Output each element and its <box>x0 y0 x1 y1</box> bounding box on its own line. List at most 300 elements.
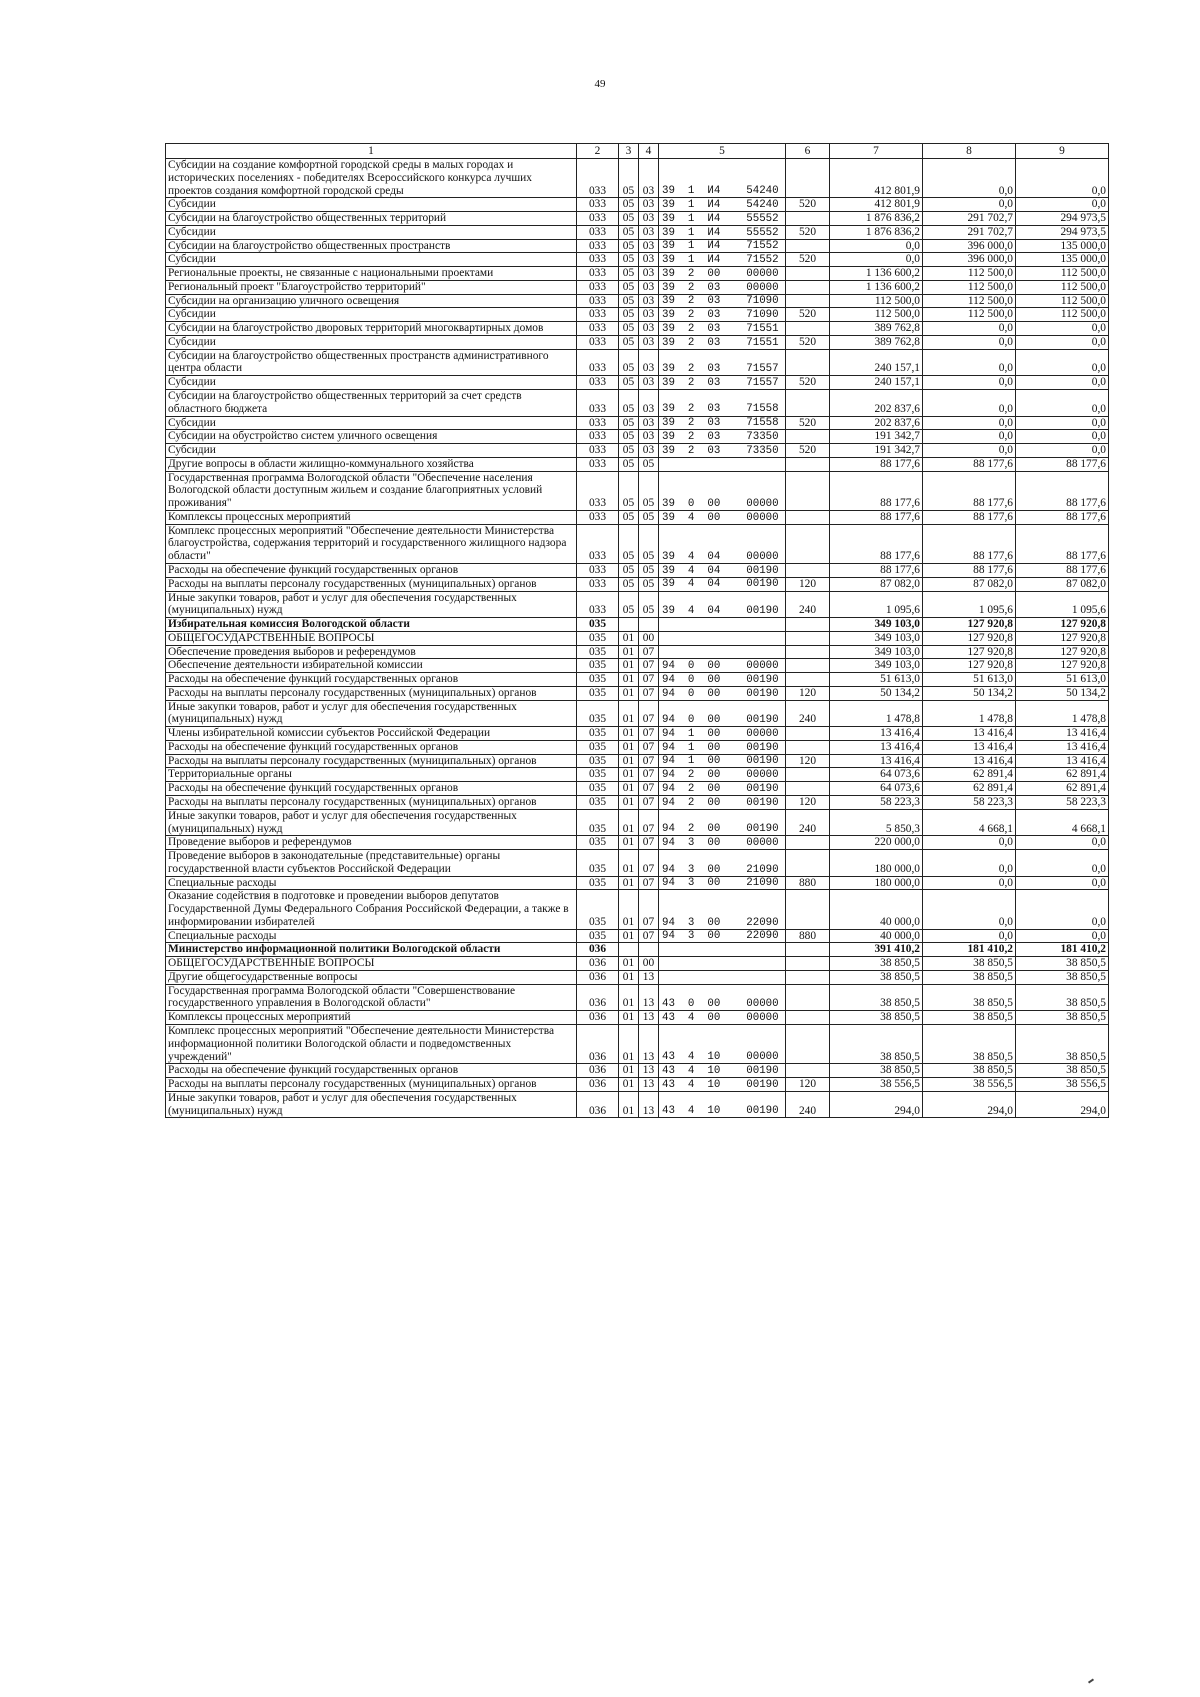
row-chapter-cell: 033 <box>577 159 619 198</box>
row-target-article-cell: 94 0 00 00190 <box>659 686 786 700</box>
row-subsection-cell: 07 <box>639 740 659 754</box>
row-subsection-cell: 03 <box>639 159 659 198</box>
row-expense-type-cell <box>786 390 830 417</box>
row-target-article-cell: 39 1 И4 71552 <box>659 239 786 253</box>
row-expense-type-cell <box>786 280 830 294</box>
table-row <box>166 850 1109 877</box>
row-expense-type-cell: 880 <box>786 929 830 943</box>
table-row <box>166 335 1109 349</box>
row-chapter-cell: 035 <box>577 782 619 796</box>
row-chapter-cell: 033 <box>577 198 619 212</box>
row-section-cell: 05 <box>619 430 639 444</box>
row-target-article-cell <box>659 631 786 645</box>
row-section-cell: 01 <box>619 740 639 754</box>
row-section-cell: 01 <box>619 1011 639 1025</box>
row-section-cell: 05 <box>619 510 639 524</box>
row-subsection-cell: 05 <box>639 457 659 471</box>
row-section-cell: 01 <box>619 809 639 836</box>
row-value-col9-cell: 0,0 <box>1016 335 1109 349</box>
row-value-col9-cell: 135 000,0 <box>1016 239 1109 253</box>
row-name-cell: Региональный проект "Благоустройство территорий" <box>166 280 577 294</box>
row-value-col8-cell: 38 850,5 <box>923 1025 1016 1064</box>
row-value-col7-cell: 38 850,5 <box>830 1064 923 1078</box>
row-value-col9-cell: 87 082,0 <box>1016 577 1109 591</box>
row-value-col8-cell: 38 850,5 <box>923 1011 1016 1025</box>
row-name-cell: Другие вопросы в области жилищно-коммунального хозяйства <box>166 457 577 471</box>
row-expense-type-cell: 520 <box>786 253 830 267</box>
row-target-article-cell: 39 2 03 71090 <box>659 308 786 322</box>
row-name-cell: Оказание содействия в подготовке и проведении выборов депутатов Государственной Думы Федерального Собрания Российской Федерации, а также в информировании избирателей <box>166 890 577 929</box>
row-subsection-cell: 07 <box>639 782 659 796</box>
header-row <box>166 144 1109 159</box>
row-chapter-cell: 035 <box>577 686 619 700</box>
row-subsection-cell: 07 <box>639 836 659 850</box>
row-name-cell: Расходы на обеспечение функций государственных органов <box>166 740 577 754</box>
row-target-article-cell: 39 4 00 00000 <box>659 510 786 524</box>
row-expense-type-cell <box>786 159 830 198</box>
row-value-col8-cell: 0,0 <box>923 416 1016 430</box>
row-value-col8-cell: 0,0 <box>923 836 1016 850</box>
row-section-cell: 01 <box>619 659 639 673</box>
row-expense-type-cell <box>786 957 830 971</box>
row-name-cell: Расходы на выплаты персоналу государственных (муниципальных) органов <box>166 686 577 700</box>
row-value-col8-cell: 13 416,4 <box>923 740 1016 754</box>
row-target-article-cell: 94 1 00 00190 <box>659 740 786 754</box>
row-value-col8-cell: 4 668,1 <box>923 809 1016 836</box>
row-chapter-cell: 035 <box>577 929 619 943</box>
row-expense-type-cell: 520 <box>786 335 830 349</box>
row-expense-type-cell <box>786 631 830 645</box>
row-value-col8-cell: 87 082,0 <box>923 577 1016 591</box>
row-target-article-cell: 94 3 00 22090 <box>659 929 786 943</box>
row-value-col7-cell: 40 000,0 <box>830 890 923 929</box>
row-value-col7-cell: 1 478,8 <box>830 700 923 727</box>
row-chapter-cell: 033 <box>577 225 619 239</box>
table-row <box>166 577 1109 591</box>
row-value-col9-cell: 112 500,0 <box>1016 294 1109 308</box>
row-expense-type-cell <box>786 727 830 741</box>
row-name-cell: Субсидии <box>166 444 577 458</box>
row-value-col7-cell: 88 177,6 <box>830 563 923 577</box>
row-value-col8-cell: 112 500,0 <box>923 294 1016 308</box>
row-value-col9-cell: 0,0 <box>1016 836 1109 850</box>
row-section-cell: 05 <box>619 577 639 591</box>
row-chapter-cell: 033 <box>577 239 619 253</box>
row-value-col7-cell: 58 223,3 <box>830 795 923 809</box>
row-chapter-cell: 035 <box>577 809 619 836</box>
row-name-cell: Расходы на выплаты персоналу государственных (муниципальных) органов <box>166 577 577 591</box>
row-subsection-cell: 07 <box>639 768 659 782</box>
row-expense-type-cell: 240 <box>786 700 830 727</box>
row-chapter-cell: 035 <box>577 659 619 673</box>
table-row <box>166 1091 1109 1118</box>
table-row <box>166 984 1109 1011</box>
row-target-article-cell: 94 0 00 00190 <box>659 673 786 687</box>
row-target-article-cell: 39 2 03 71551 <box>659 335 786 349</box>
row-value-col7-cell: 294,0 <box>830 1091 923 1118</box>
row-name-cell: Субсидии на благоустройство общественных пространств административного центра области <box>166 349 577 376</box>
row-subsection-cell: 07 <box>639 929 659 943</box>
row-name-cell: ОБЩЕГОСУДАРСТВЕННЫЕ ВОПРОСЫ <box>166 957 577 971</box>
row-value-col8-cell: 0,0 <box>923 890 1016 929</box>
row-target-article-cell <box>659 618 786 632</box>
row-value-col7-cell: 240 157,1 <box>830 376 923 390</box>
row-chapter-cell: 033 <box>577 471 619 510</box>
row-chapter-cell: 035 <box>577 740 619 754</box>
table-row <box>166 740 1109 754</box>
row-value-col7-cell: 13 416,4 <box>830 754 923 768</box>
row-target-article-cell: 39 2 03 71558 <box>659 390 786 417</box>
row-subsection-cell: 03 <box>639 212 659 226</box>
header-cell-6: 6 <box>786 144 830 159</box>
row-name-cell: Субсидии на создание комфортной городской среды в малых городах и исторических поселениях - победителях Всероссийского конкурса лучших проектов создания комфортной городской среды <box>166 159 577 198</box>
row-subsection-cell: 05 <box>639 563 659 577</box>
row-value-col9-cell: 127 920,8 <box>1016 631 1109 645</box>
row-expense-type-cell <box>786 563 830 577</box>
row-subsection-cell: 07 <box>639 795 659 809</box>
row-value-col8-cell: 291 702,7 <box>923 225 1016 239</box>
row-target-article-cell: 39 4 04 00190 <box>659 563 786 577</box>
row-name-cell: Расходы на выплаты персоналу государственных (муниципальных) органов <box>166 1078 577 1092</box>
row-name-cell: Субсидии <box>166 376 577 390</box>
row-value-col7-cell: 112 500,0 <box>830 294 923 308</box>
row-subsection-cell: 13 <box>639 1025 659 1064</box>
row-expense-type-cell <box>786 782 830 796</box>
row-value-col8-cell: 0,0 <box>923 376 1016 390</box>
row-expense-type-cell <box>786 618 830 632</box>
row-value-col8-cell: 0,0 <box>923 876 1016 890</box>
row-section-cell <box>619 943 639 957</box>
row-value-col9-cell: 294,0 <box>1016 1091 1109 1118</box>
row-target-article-cell: 39 2 03 71090 <box>659 294 786 308</box>
row-target-article-cell: 39 1 И4 55552 <box>659 212 786 226</box>
row-value-col9-cell: 88 177,6 <box>1016 457 1109 471</box>
row-chapter-cell: 035 <box>577 727 619 741</box>
row-name-cell: Расходы на обеспечение функций государственных органов <box>166 1064 577 1078</box>
row-section-cell: 01 <box>619 984 639 1011</box>
row-name-cell: Комплекс процессных мероприятий "Обеспечение деятельности Министерства благоустройства, содержания территорий и государственного жилищного надзора области" <box>166 524 577 563</box>
row-value-col9-cell: 88 177,6 <box>1016 510 1109 524</box>
row-value-col9-cell: 294 973,5 <box>1016 212 1109 226</box>
row-value-col7-cell: 87 082,0 <box>830 577 923 591</box>
row-value-col8-cell: 396 000,0 <box>923 239 1016 253</box>
row-subsection-cell: 03 <box>639 335 659 349</box>
row-name-cell: Субсидии <box>166 253 577 267</box>
row-chapter-cell: 033 <box>577 591 619 618</box>
table-row <box>166 727 1109 741</box>
table-row <box>166 929 1109 943</box>
table-row <box>166 659 1109 673</box>
row-expense-type-cell <box>786 659 830 673</box>
row-section-cell: 01 <box>619 686 639 700</box>
row-expense-type-cell: 240 <box>786 1091 830 1118</box>
row-subsection-cell <box>639 618 659 632</box>
row-subsection-cell: 13 <box>639 970 659 984</box>
row-section-cell: 01 <box>619 768 639 782</box>
row-target-article-cell: 94 2 00 00190 <box>659 795 786 809</box>
row-expense-type-cell <box>786 457 830 471</box>
row-target-article-cell: 94 3 00 21090 <box>659 876 786 890</box>
row-value-col8-cell: 0,0 <box>923 198 1016 212</box>
row-value-col8-cell: 50 134,2 <box>923 686 1016 700</box>
row-expense-type-cell <box>786 943 830 957</box>
table-row <box>166 280 1109 294</box>
table-row <box>166 444 1109 458</box>
row-section-cell: 05 <box>619 376 639 390</box>
row-name-cell: Специальные расходы <box>166 876 577 890</box>
row-expense-type-cell <box>786 740 830 754</box>
row-expense-type-cell <box>786 768 830 782</box>
row-value-col7-cell: 88 177,6 <box>830 471 923 510</box>
row-name-cell: Специальные расходы <box>166 929 577 943</box>
row-section-cell: 01 <box>619 1064 639 1078</box>
row-value-col8-cell: 88 177,6 <box>923 510 1016 524</box>
row-value-col9-cell: 0,0 <box>1016 890 1109 929</box>
header-cell-9: 9 <box>1016 144 1109 159</box>
row-value-col8-cell: 0,0 <box>923 390 1016 417</box>
table-row <box>166 809 1109 836</box>
row-chapter-cell: 036 <box>577 943 619 957</box>
row-value-col8-cell: 0,0 <box>923 159 1016 198</box>
row-value-col7-cell: 389 762,8 <box>830 322 923 336</box>
row-value-col9-cell: 58 223,3 <box>1016 795 1109 809</box>
row-value-col9-cell: 38 850,5 <box>1016 1011 1109 1025</box>
row-value-col9-cell: 294 973,5 <box>1016 225 1109 239</box>
header-cell-4: 4 <box>639 144 659 159</box>
table-row <box>166 510 1109 524</box>
row-name-cell: Иные закупки товаров, работ и услуг для обеспечения государственных (муниципальных) нужд <box>166 700 577 727</box>
row-chapter-cell: 035 <box>577 631 619 645</box>
row-value-col9-cell: 127 920,8 <box>1016 645 1109 659</box>
row-name-cell: Государственная программа Вологодской области "Обеспечение населения Вологодской области доступным жильем и создание благоприятных условий проживания" <box>166 471 577 510</box>
row-subsection-cell <box>639 943 659 957</box>
table-row <box>166 645 1109 659</box>
row-expense-type-cell <box>786 267 830 281</box>
row-target-article-cell: 94 1 00 00190 <box>659 754 786 768</box>
row-subsection-cell: 07 <box>639 686 659 700</box>
row-value-col7-cell: 180 000,0 <box>830 876 923 890</box>
row-value-col9-cell: 88 177,6 <box>1016 471 1109 510</box>
row-value-col9-cell: 38 850,5 <box>1016 957 1109 971</box>
row-section-cell: 05 <box>619 159 639 198</box>
row-value-col7-cell: 112 500,0 <box>830 308 923 322</box>
row-target-article-cell: 39 2 03 00000 <box>659 280 786 294</box>
table-row <box>166 198 1109 212</box>
row-value-col8-cell: 112 500,0 <box>923 308 1016 322</box>
row-section-cell: 01 <box>619 645 639 659</box>
table-row <box>166 970 1109 984</box>
row-subsection-cell: 07 <box>639 890 659 929</box>
row-value-col7-cell: 51 613,0 <box>830 673 923 687</box>
row-value-col7-cell: 202 837,6 <box>830 390 923 417</box>
row-value-col8-cell: 62 891,4 <box>923 768 1016 782</box>
row-target-article-cell <box>659 457 786 471</box>
row-expense-type-cell <box>786 1025 830 1064</box>
row-subsection-cell: 13 <box>639 1091 659 1118</box>
row-expense-type-cell <box>786 890 830 929</box>
row-section-cell: 01 <box>619 850 639 877</box>
row-target-article-cell: 39 0 00 00000 <box>659 471 786 510</box>
row-section-cell: 01 <box>619 727 639 741</box>
row-value-col9-cell: 38 850,5 <box>1016 984 1109 1011</box>
row-section-cell: 01 <box>619 631 639 645</box>
row-chapter-cell: 035 <box>577 673 619 687</box>
row-value-col9-cell: 0,0 <box>1016 322 1109 336</box>
row-value-col7-cell: 191 342,7 <box>830 430 923 444</box>
row-name-cell: Субсидии на благоустройство общественных территорий <box>166 212 577 226</box>
row-section-cell: 01 <box>619 957 639 971</box>
row-chapter-cell: 033 <box>577 577 619 591</box>
row-value-col7-cell: 13 416,4 <box>830 740 923 754</box>
row-target-article-cell: 39 4 04 00190 <box>659 577 786 591</box>
row-name-cell: Субсидии <box>166 335 577 349</box>
row-target-article-cell: 43 4 10 00000 <box>659 1025 786 1064</box>
row-value-col9-cell: 0,0 <box>1016 876 1109 890</box>
row-section-cell: 05 <box>619 349 639 376</box>
table-row <box>166 700 1109 727</box>
row-subsection-cell: 07 <box>639 727 659 741</box>
row-subsection-cell: 03 <box>639 416 659 430</box>
row-subsection-cell: 03 <box>639 280 659 294</box>
row-value-col8-cell: 13 416,4 <box>923 754 1016 768</box>
row-expense-type-cell: 240 <box>786 809 830 836</box>
table-row <box>166 267 1109 281</box>
row-value-col7-cell: 1 876 836,2 <box>830 225 923 239</box>
table-row <box>166 212 1109 226</box>
row-name-cell: ОБЩЕГОСУДАРСТВЕННЫЕ ВОПРОСЫ <box>166 631 577 645</box>
row-chapter-cell: 036 <box>577 957 619 971</box>
row-chapter-cell: 036 <box>577 970 619 984</box>
row-section-cell: 01 <box>619 1091 639 1118</box>
row-subsection-cell: 03 <box>639 444 659 458</box>
row-value-col9-cell: 1 095,6 <box>1016 591 1109 618</box>
row-value-col9-cell: 62 891,4 <box>1016 768 1109 782</box>
row-name-cell: Субсидии на благоустройство общественных пространств <box>166 239 577 253</box>
row-section-cell: 05 <box>619 524 639 563</box>
row-section-cell: 05 <box>619 212 639 226</box>
row-chapter-cell: 035 <box>577 618 619 632</box>
row-value-col8-cell: 0,0 <box>923 349 1016 376</box>
row-expense-type-cell <box>786 524 830 563</box>
table-row <box>166 591 1109 618</box>
row-subsection-cell: 05 <box>639 471 659 510</box>
row-chapter-cell: 033 <box>577 376 619 390</box>
row-chapter-cell: 033 <box>577 563 619 577</box>
row-chapter-cell: 035 <box>577 645 619 659</box>
row-expense-type-cell: 120 <box>786 1078 830 1092</box>
table-row <box>166 159 1109 198</box>
row-section-cell: 05 <box>619 225 639 239</box>
row-value-col8-cell: 0,0 <box>923 850 1016 877</box>
row-target-article-cell: 39 1 И4 54240 <box>659 198 786 212</box>
row-section-cell: 05 <box>619 267 639 281</box>
row-value-col7-cell: 191 342,7 <box>830 444 923 458</box>
row-section-cell <box>619 618 639 632</box>
row-value-col8-cell: 62 891,4 <box>923 782 1016 796</box>
row-target-article-cell: 43 4 10 00190 <box>659 1091 786 1118</box>
row-value-col7-cell: 180 000,0 <box>830 850 923 877</box>
table-row <box>166 322 1109 336</box>
row-subsection-cell: 13 <box>639 1064 659 1078</box>
row-chapter-cell: 036 <box>577 1011 619 1025</box>
row-value-col9-cell: 127 920,8 <box>1016 659 1109 673</box>
row-name-cell: Расходы на выплаты персоналу государственных (муниципальных) органов <box>166 754 577 768</box>
row-value-col7-cell: 202 837,6 <box>830 416 923 430</box>
row-name-cell: Субсидии <box>166 308 577 322</box>
row-subsection-cell: 07 <box>639 850 659 877</box>
row-value-col9-cell: 38 850,5 <box>1016 1064 1109 1078</box>
row-value-col7-cell: 1 136 600,2 <box>830 267 923 281</box>
row-target-article-cell: 94 3 00 22090 <box>659 890 786 929</box>
row-expense-type-cell <box>786 471 830 510</box>
row-name-cell: Избирательная комиссия Вологодской области <box>166 618 577 632</box>
row-name-cell: Иные закупки товаров, работ и услуг для обеспечения государственных (муниципальных) нужд <box>166 809 577 836</box>
row-value-col7-cell: 412 801,9 <box>830 198 923 212</box>
row-subsection-cell: 03 <box>639 390 659 417</box>
row-value-col8-cell: 181 410,2 <box>923 943 1016 957</box>
row-value-col7-cell: 389 762,8 <box>830 335 923 349</box>
header-cell-7: 7 <box>830 144 923 159</box>
row-value-col9-cell: 51 613,0 <box>1016 673 1109 687</box>
row-chapter-cell: 033 <box>577 335 619 349</box>
row-value-col9-cell: 0,0 <box>1016 444 1109 458</box>
row-name-cell: Обеспечение деятельности избирательной комиссии <box>166 659 577 673</box>
row-value-col8-cell: 396 000,0 <box>923 253 1016 267</box>
row-name-cell: Государственная программа Вологодской области "Совершенствование государственного управления в Вологодской области" <box>166 984 577 1011</box>
row-chapter-cell: 035 <box>577 754 619 768</box>
row-value-col7-cell: 349 103,0 <box>830 645 923 659</box>
row-value-col8-cell: 0,0 <box>923 444 1016 458</box>
row-name-cell: Расходы на обеспечение функций государственных органов <box>166 563 577 577</box>
row-target-article-cell: 94 0 00 00000 <box>659 659 786 673</box>
row-chapter-cell: 033 <box>577 444 619 458</box>
row-value-col8-cell: 88 177,6 <box>923 457 1016 471</box>
row-value-col8-cell: 1 478,8 <box>923 700 1016 727</box>
row-value-col7-cell: 38 850,5 <box>830 1011 923 1025</box>
row-value-col9-cell: 135 000,0 <box>1016 253 1109 267</box>
row-expense-type-cell: 520 <box>786 198 830 212</box>
row-value-col8-cell: 38 850,5 <box>923 957 1016 971</box>
row-subsection-cell: 03 <box>639 267 659 281</box>
row-value-col7-cell: 391 410,2 <box>830 943 923 957</box>
row-value-col7-cell: 0,0 <box>830 253 923 267</box>
row-expense-type-cell: 120 <box>786 795 830 809</box>
row-chapter-cell: 036 <box>577 984 619 1011</box>
row-target-article-cell: 39 2 03 71557 <box>659 349 786 376</box>
row-chapter-cell: 035 <box>577 876 619 890</box>
row-target-article-cell: 39 2 03 71551 <box>659 322 786 336</box>
row-section-cell: 05 <box>619 239 639 253</box>
row-target-article-cell <box>659 645 786 659</box>
header-cell-3: 3 <box>619 144 639 159</box>
row-chapter-cell: 036 <box>577 1091 619 1118</box>
row-chapter-cell: 033 <box>577 430 619 444</box>
row-value-col7-cell: 38 850,5 <box>830 984 923 1011</box>
row-expense-type-cell: 120 <box>786 754 830 768</box>
row-value-col8-cell: 112 500,0 <box>923 267 1016 281</box>
table-row <box>166 563 1109 577</box>
table-row <box>166 239 1109 253</box>
row-value-col7-cell: 64 073,6 <box>830 768 923 782</box>
row-target-article-cell <box>659 970 786 984</box>
row-value-col8-cell: 0,0 <box>923 929 1016 943</box>
row-expense-type-cell: 120 <box>786 686 830 700</box>
table-row <box>166 430 1109 444</box>
row-subsection-cell: 00 <box>639 631 659 645</box>
row-chapter-cell: 035 <box>577 700 619 727</box>
row-chapter-cell: 035 <box>577 850 619 877</box>
row-value-col9-cell: 38 850,5 <box>1016 970 1109 984</box>
